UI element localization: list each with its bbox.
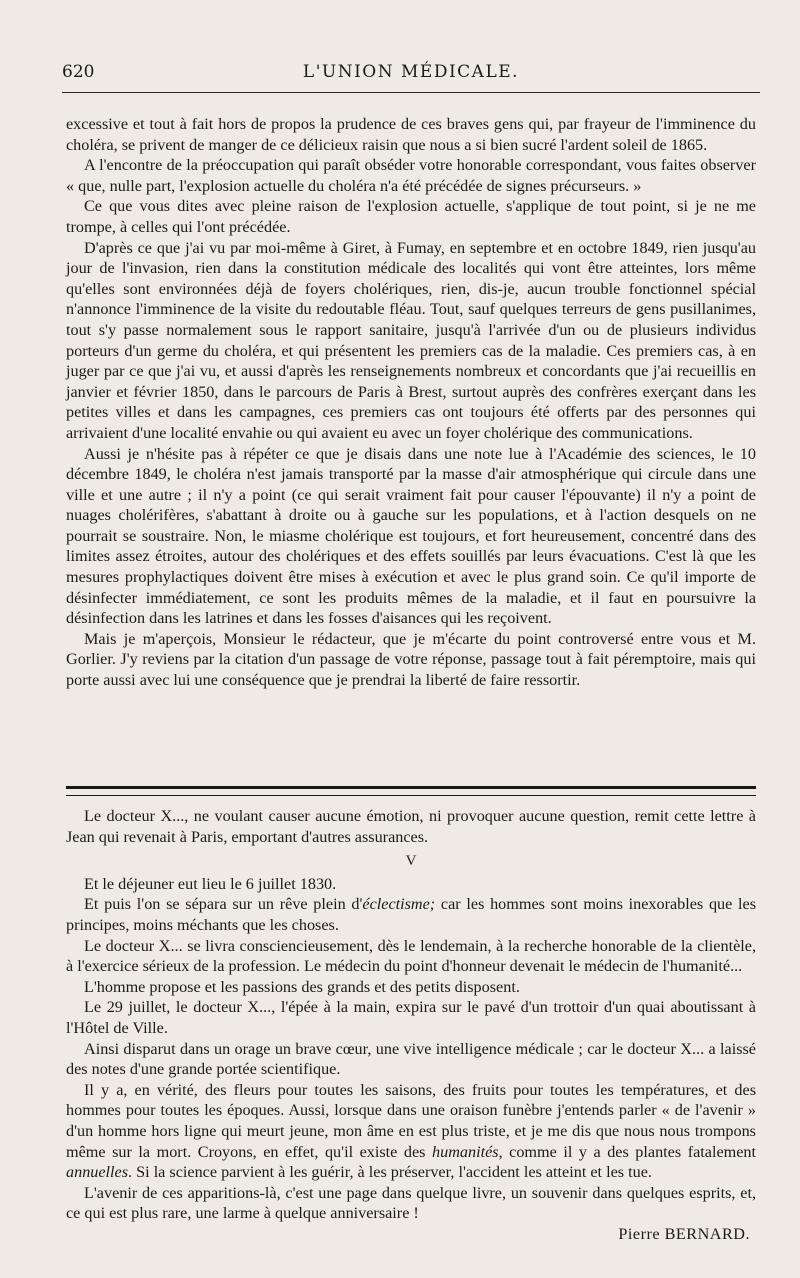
story-paragraph: [66, 1080, 756, 1183]
story-paragraph: L'homme propose et les passions des grands et des petits disposent.: [84, 977, 520, 996]
text-run: , comme il y a des plantes fatalement: [498, 1142, 757, 1161]
author-signature: Pierre BERNARD.: [618, 1224, 750, 1243]
header-rule: [62, 92, 760, 93]
letter-paragraph: Mais je m'aperçois, Monsieur le rédacteur, que je m'écarte du point controversé entre vous et M. Gorlier. J'y reviens par la citation d'un passage de votre réponse, passage tout à fait péremptoire, mais qui porte aussi avec lui une conséquence que je prendrai la liberté de faire ressortir.: [66, 629, 756, 690]
section-divider: [66, 786, 756, 796]
section-number: V: [405, 853, 417, 870]
story-paragraph: [66, 894, 756, 935]
running-title: L'UNION MÉDICALE.: [302, 62, 520, 82]
text-run: car les hommes sont moins inexorables que les principes, moins méchants que les choses.: [66, 895, 757, 934]
letter-section: [66, 114, 756, 691]
letter-paragraph: excessive et tout à fait hors de propos la prudence de ces braves gens qui, par frayeur de l'imminence du choléra, se privent de manger de ce délicieux raisin que nous a si bien sucré l'ardent soleil de 1865.: [66, 115, 756, 154]
story-section: [66, 806, 756, 1244]
italic-term: humanités: [432, 1142, 499, 1161]
letter-paragraph: Aussi je n'hésite pas à répéter ce que je disais dans une note lue à l'Académie des sciences, le 10 décembre 1849, le choléra n'est jamais transporté par la masse d'air atmosphérique qui circule dans une ville et une autre ; il n'y a point (ce qui serait vraiment fait pour causer l'épouvante) il n'y a point de nuages cholérifères, s'abattant à droite ou à gauche sur les populations, et à l'action desquels on ne pourrait se soustraire. Non, le miasme cholérique est toujours, et fort heureusement, concentré dans des limites assez étroites, autour des cholériques et des effets souillés par leurs évacuations. C'est là que les mesures prophylactiques doivent être mises à exécution et avec le plus grand soin. Ce qu'il importe de désinfecter immédiatement, ce sont les produits mêmes de la maladie, et il faut en poursuivre la désinfection dans les latrines et dans les fosses d'aisances qui les reçoivent.: [66, 444, 756, 628]
letter-paragraph: Ce que vous dites avec pleine raison de l'explosion actuelle, s'applique de tout point, si je ne me trompe, à celles qui l'ont précédée.: [66, 197, 756, 236]
letter-paragraph: D'après ce que j'ai vu par moi-même à Giret, à Fumay, en septembre et en octobre 1849, rien jusqu'au jour de l'invasion, rien dans la constitution médicale des localités qui vont être atteintes, lors même qu'elles sont environnées déjà de foyers cholériques, rien, dis-je, aucun trouble fonctionnel spécial n'annonce l'imminence de la visite du redoutable fléau. Tout, sauf quelques terreurs de gens pusillanimes, tout s'y passe normalement sous le rapport sanitaire, jusqu'à l'arrivée d'un ou de plusieurs individus porteurs d'un germe du choléra, et qui présentent les premiers cas de la maladie. Ces premiers cas, à en juger par ce que j'ai vu, et aussi d'après les renseignements nombreux et concordants que j'ai recueillis en janvier et février 1850, dans le parcours de Paris à Brest, surtout auprès des confrères exerçant dans les petites villes et dans les campagnes, ces premiers cas ont toujours été offerts par des personnes qui arrivaient d'une localité envahie ou qui avaient eu avec un foyer cholérique des communications.: [66, 238, 756, 442]
story-paragraph: Le docteur X... se livra consciencieusement, dès le lendemain, à la recherche honorable de la clientèle, à l'exercice sérieux de la profession. Le médecin du point d'honneur devenait le médecin de l'humanité...: [66, 936, 756, 976]
text-run: Et puis l'on se sépara sur un rêve plein d': [84, 895, 363, 914]
text-run: . Si la science parvient à les guérir, à les préserver, l'accident les atteint et les tue.: [128, 1163, 652, 1182]
text-run: Il y a, en vérité, des fleurs pour toutes les saisons, des fruits pour toutes les températures, et des hommes pour toutes les époques. Aussi, lorsque dans une oraison funèbre j'entends parler « de l'avenir » d'un homme hors ligne qui meurt jeune, mon âme en est plus triste, et je me dis que nous nous trompons même sur la mort. Croyons, en effet, qu'il existe des: [66, 1080, 756, 1161]
italic-term: annuelles: [66, 1163, 129, 1182]
story-paragraph: L'avenir de ces apparitions-là, c'est une page dans quelque livre, un souvenir dans quelques esprits, et, ce qui est plus rare, une larme à quelque anniversaire !: [66, 1183, 756, 1223]
story-paragraph: Et le déjeuner eut lieu le 6 juillet 1830.: [84, 874, 337, 893]
letter-paragraph: A l'encontre de la préoccupation qui paraît obséder votre honorable correspondant, vous faites observer « que, nulle part, l'explosion actuelle du choléra n'a été précédée de signes précurseurs. »: [66, 156, 756, 195]
story-paragraph: Le docteur X..., ne voulant causer aucune émotion, ni provoquer aucune question, remit cette lettre à Jean qui revenait à Paris, emportant d'autres assurances.: [66, 807, 756, 846]
page-header: [62, 62, 760, 90]
story-paragraph: Ainsi disparut dans un orage un brave cœur, une vive intelligence médicale ; car le docteur X... a laissé des notes d'une grande portée scientifique.: [66, 1039, 756, 1079]
story-paragraph: Le 29 juillet, le docteur X..., l'épée à la main, expira sur le pavé d'un trottoir d'un quai aboutissant à l'Hôtel de Ville.: [66, 998, 756, 1037]
page-number: 620: [62, 62, 95, 82]
italic-term: éclectisme;: [362, 895, 436, 914]
